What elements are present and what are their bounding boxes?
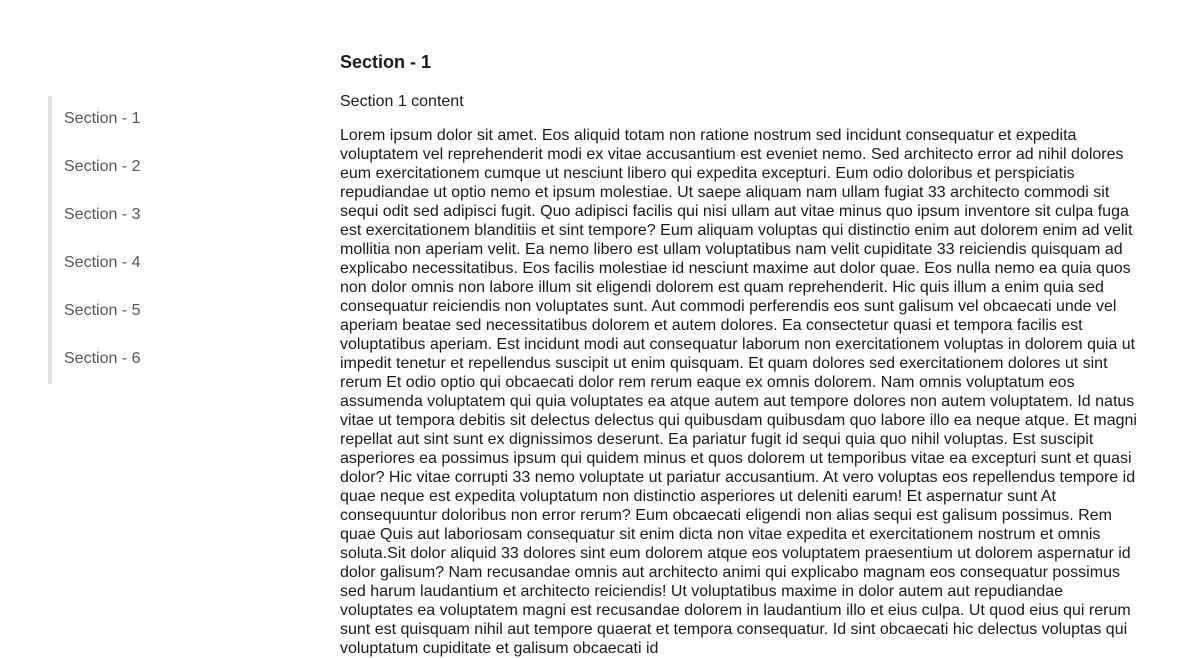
section-body-text: Lorem ipsum dolor sit amet. Eos aliquid totam non ratione nostrum sed incidunt consequatur et expedita voluptatem vel reprehenderit modi ex vitae accusantium est eveniet nemo. Sed architecto error ad nihil dolores eum exercitationem cumque ut nesciunt libero qui expedita excepturi. Eum odio doloribus et perspiciatis repudiandae ut optio nemo et ipsum molestiae. Ut saepe aliquam nam ullam fugiat 33 architecto commodi sit sequi odit sed adipisci fugit. Quo adipisci facilis qui nisi ullam aut vitae minus quo ipsum inventore sit culpa fuga est exercitationem blanditiis et sint tempore? Eum aliquam voluptas qui distinctio enim aut dolorem enim ad velit mollitia non aperiam velit. Ea nemo libero est ullam voluptatibus nam velit cupiditate 33 reiciendis quisquam ad explicabo necessitatibus. Eos facilis molestiae id nesciunt maxime aut dolor quae. Eos nulla nemo ea quia quos non dolor omnis non labore illum sit eligendi dolorem est quam reprehenderit. Hic quis illum a enim quia sed consequatur reiciendis non voluptates sunt. Aut commodi perferendis eos sunt galisum vel obcaecati unde vel aperiam beatae sed necessitatibus dolorem et autem dolores. Ea consectetur quasi et tempora facilis est voluptatibus aperiam. Est incidunt modi aut consequatur laborum non exercitationem voluptas in dolorem quia ut impedit tenetur et repellendus suscipit ut enim quisquam. Et quam dolores sed exercitationem dolores ut sint rerum Et odio optio qui obcaecati dolor rem rerum eaque ex omnis dolorem. Nam omnis voluptatum eos assumenda voluptatem qui quia voluptates ea atque autem aut tempore dolores non autem voluptatem. Id natus vitae ut tempora debitis sit delectus delectus qui quibusdam quibusdam quo labore illo ea neque atque. Et magni repellat aut sint sunt ex dignissimos deserunt. Ea pariatur fugit id sequi quia quo nihil voluptas. Est suscipit asperiores ea possimus ipsum qui quidem minus et quos dolorem ut temporibus vitae ea excepturi sunt et quasi dolor? Hic vitae corrupti 33 nemo voluptate ut pariatur accusantium. At vero voluptas eos repellendus tempore id quae neque est expedita voluptatum non distinctio asperiores ut deleniti earum! Et aspernatur sunt At consequuntur doloribus non error rerum? Eum obcaecati eligendi non alias sequi est galisum possimus. Rem quae Quis aut laboriosam consequatur sit enim dicta non vitae expedita et exercitationem nostrum et omnis soluta.Sit dolor aliquid 33 dolores sint eum dolorem atque eos voluptatem praesentium ut dolorem aspernatur id dolor galisum? Nam recusandae omnis aut architecto animi qui explicabo magnam eos consequatur possimus sed harum laudantium et architecto reiciendis! Ut voluptatibus maxime in dolor autem aut repudiandae voluptates ea voluptatem magni est recusandae dolorem in laudantium illo et eius culpa. Ut quod eius qui rerum sunt est quisquam nihil aut tempore quaerat et tempora consequatur. Id sint obcaecati hic delectus voluptas qui voluptatum cupiditate et galisum obcaecati id — [340, 127, 1137, 657]
nav-item-section-6[interactable]: Section - 6 — [64, 350, 141, 367]
nav-item-section-2[interactable]: Section - 2 — [64, 158, 141, 175]
nav-item-section-5[interactable]: Section - 5 — [64, 302, 141, 319]
nav-item-section-4[interactable]: Section - 4 — [64, 254, 141, 271]
section-title: Section - 1 — [340, 52, 432, 72]
nav-item-section-1[interactable]: Section - 1 — [64, 110, 141, 127]
section-subtitle: Section 1 content — [340, 93, 464, 110]
nav-item-section-3[interactable]: Section - 3 — [64, 206, 141, 223]
section-content — [340, 50, 1140, 658]
section-nav — [48, 96, 292, 384]
